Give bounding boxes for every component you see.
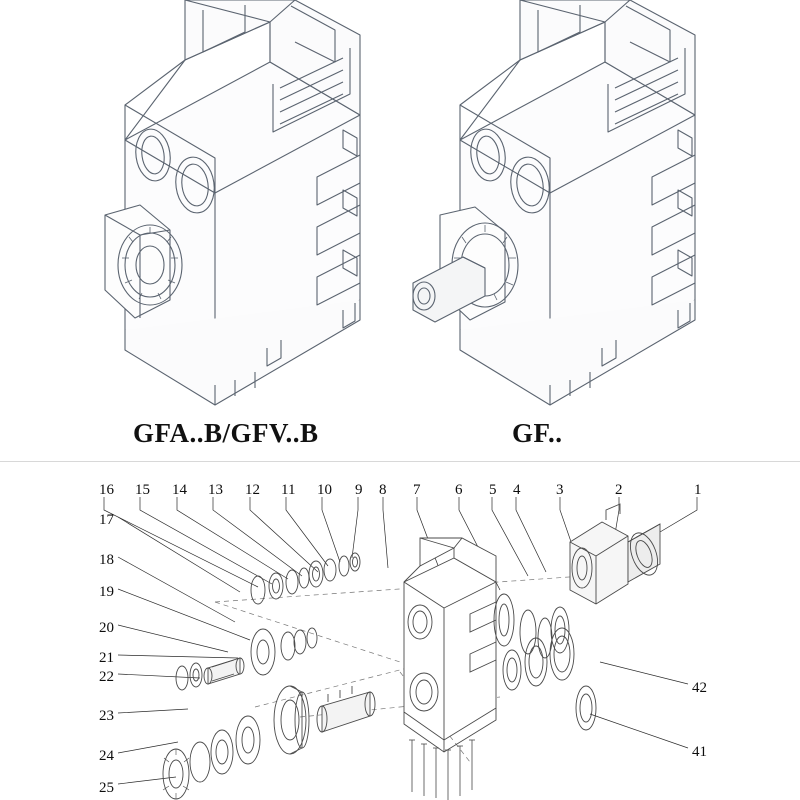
- callout-number-19: 19: [99, 584, 114, 600]
- callout-number-17: 17: [99, 512, 114, 528]
- caption-gfa-b-gfv-b: GFA..B/GFV..B: [133, 418, 319, 448]
- callout-number-12: 12: [245, 482, 260, 498]
- callout-number-8: 8: [379, 482, 387, 498]
- callout-number-4: 4: [513, 482, 521, 498]
- callout-number-23: 23: [99, 708, 114, 724]
- callout-number-3: 3: [556, 482, 564, 498]
- callout-number-1: 1: [694, 482, 702, 498]
- callout-number-21: 21: [99, 650, 114, 666]
- callout-number-16: 16: [99, 482, 114, 498]
- callout-number-2: 2: [615, 482, 623, 498]
- callout-number-11: 11: [281, 482, 296, 498]
- callout-number-20: 20: [99, 620, 114, 636]
- gearbox-gf-isometric: [405, 0, 800, 410]
- callout-number-10: 10: [317, 482, 332, 498]
- callout-number-6: 6: [455, 482, 463, 498]
- callout-number-25: 25: [99, 780, 114, 796]
- callout-number-14: 14: [172, 482, 187, 498]
- callout-number-18: 18: [99, 552, 114, 568]
- callout-number-41: 41: [692, 744, 707, 760]
- callout-number-5: 5: [489, 482, 497, 498]
- callout-number-7: 7: [413, 482, 421, 498]
- callout-number-13: 13: [208, 482, 223, 498]
- caption-gf: GF..: [512, 418, 563, 448]
- callout-number-15: 15: [135, 482, 150, 498]
- callout-number-24: 24: [99, 748, 114, 764]
- callout-number-9: 9: [355, 482, 363, 498]
- callout-number-22: 22: [99, 669, 114, 685]
- gearbox-exploded-assembly: [0, 462, 800, 800]
- exploded-view-section: [0, 462, 800, 800]
- callout-number-42: 42: [692, 680, 707, 696]
